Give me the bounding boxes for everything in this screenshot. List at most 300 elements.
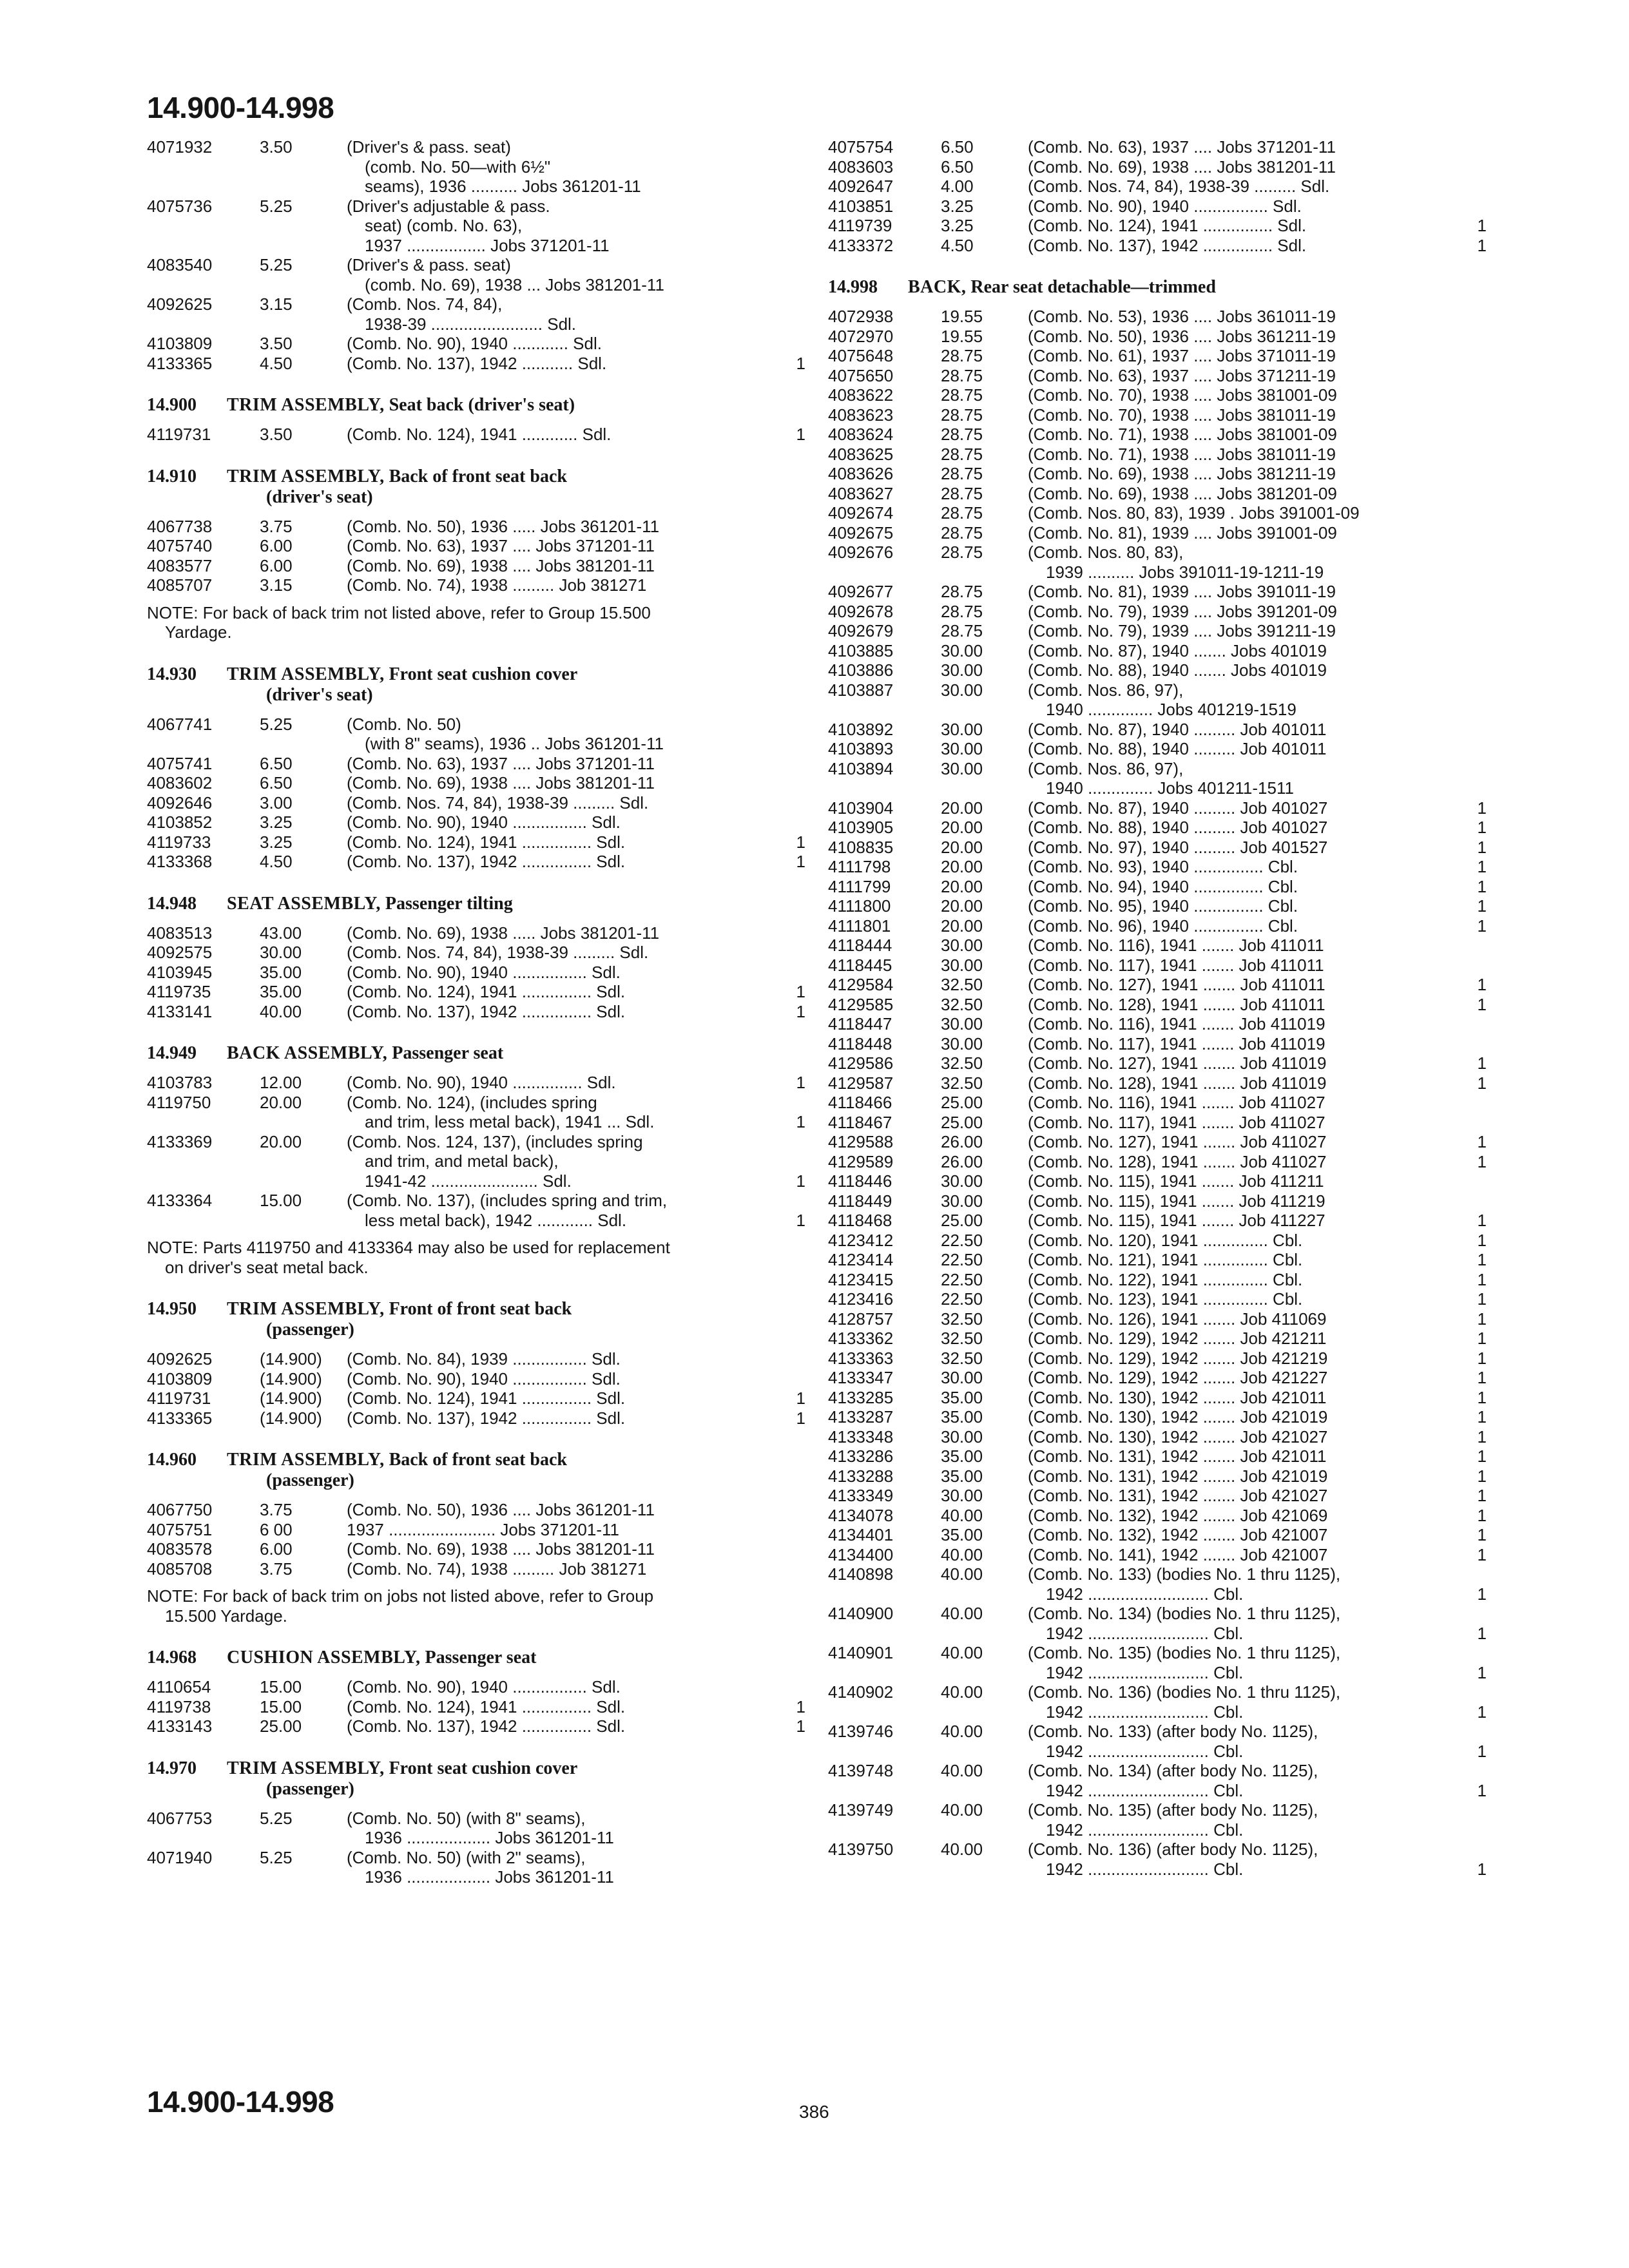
part-price: 3.75 bbox=[260, 1500, 293, 1519]
part-price: 5.25 bbox=[260, 1808, 293, 1828]
part-price: 35.00 bbox=[941, 1407, 983, 1427]
part-price: 35.00 bbox=[941, 1387, 983, 1407]
quantity: 1 bbox=[796, 1716, 805, 1736]
part-entry bbox=[147, 812, 805, 832]
quantity: 1 bbox=[1477, 1250, 1487, 1269]
part-description: (Comb. No. 90), 1940 ................ Sdl. bbox=[347, 1677, 621, 1696]
part-number: 4129586 bbox=[828, 1053, 894, 1073]
part-number: 4103893 bbox=[828, 739, 894, 758]
part-number: 4103852 bbox=[147, 812, 213, 832]
continuation-text: (comb. No. 69), 1938 ... Jobs 381201-11 bbox=[365, 274, 664, 294]
part-entry bbox=[828, 1152, 1487, 1172]
part-entry bbox=[147, 1093, 805, 1113]
part-price: 20.00 bbox=[260, 1131, 302, 1151]
quantity: 1 bbox=[1477, 1289, 1487, 1309]
part-price: 6.50 bbox=[941, 157, 974, 177]
part-number: 4133363 bbox=[828, 1348, 894, 1368]
part-price: 28.75 bbox=[941, 385, 983, 405]
part-price: 32.50 bbox=[941, 975, 983, 994]
section-qualifier: (passenger) bbox=[266, 1470, 354, 1490]
quantity: 1 bbox=[1477, 1446, 1487, 1466]
continuation-text: (comb. No. 50—with 6½" bbox=[365, 157, 551, 177]
part-description: (Comb. No. 69), 1938 .... Jobs 381201-11 bbox=[1028, 157, 1336, 177]
continuation-text: 1942 .......................... Cbl. bbox=[1046, 1623, 1244, 1643]
part-number: 4111799 bbox=[828, 876, 891, 896]
part-number: 4075740 bbox=[147, 536, 213, 555]
quantity: 1 bbox=[796, 982, 805, 1001]
part-number: 4134400 bbox=[828, 1544, 894, 1564]
part-price: 40.00 bbox=[941, 1544, 983, 1564]
part-entry bbox=[147, 1132, 805, 1152]
part-number: 4123416 bbox=[828, 1289, 894, 1309]
quantity: 1 bbox=[1477, 1368, 1487, 1387]
part-description: (Comb. No. 50) bbox=[347, 714, 461, 734]
part-description: (Comb. No. 90), 1940 ............ Sdl. bbox=[347, 334, 602, 353]
part-entry bbox=[828, 543, 1487, 562]
part-entry bbox=[828, 956, 1487, 975]
part-description: (Comb. No. 69), 1938 .... Jobs 381211-19 bbox=[1028, 464, 1336, 483]
part-number: 4103894 bbox=[828, 758, 894, 778]
part-entry bbox=[828, 1466, 1487, 1486]
part-price: 32.50 bbox=[941, 1053, 983, 1073]
part-number: 4118445 bbox=[828, 955, 892, 975]
part-entry bbox=[828, 197, 1487, 216]
part-entry bbox=[828, 1643, 1487, 1663]
part-entry bbox=[828, 445, 1487, 465]
continuation-text: 1942 .......................... Cbl. bbox=[1046, 1859, 1244, 1879]
part-number: 4129589 bbox=[828, 1151, 894, 1171]
part-number: 4103783 bbox=[147, 1073, 213, 1092]
part-number: 4119738 bbox=[147, 1696, 211, 1716]
section-number: 14.968 bbox=[147, 1648, 197, 1667]
part-price: 32.50 bbox=[941, 1348, 983, 1368]
part-number: 4139750 bbox=[828, 1840, 894, 1859]
part-number: 4083627 bbox=[828, 483, 894, 503]
part-description: (Comb. No. 124), (includes spring bbox=[347, 1092, 597, 1112]
part-number: 4103904 bbox=[828, 798, 894, 818]
part-entry bbox=[828, 1289, 1487, 1309]
quantity: 1 bbox=[1477, 1269, 1487, 1289]
continuation-text: less metal back), 1942 ............ Sdl. bbox=[365, 1210, 627, 1230]
quantity: 1 bbox=[796, 832, 805, 852]
quantity: 1 bbox=[1477, 896, 1487, 916]
part-entry bbox=[828, 157, 1487, 177]
part-price: 3.50 bbox=[260, 334, 293, 353]
part-number: 4133368 bbox=[147, 852, 213, 871]
part-price: 20.00 bbox=[941, 896, 983, 916]
part-price: 30.00 bbox=[941, 640, 983, 660]
part-description: (Comb. No. 87), 1940 ......... Job 401011 bbox=[1028, 719, 1327, 739]
part-description: (Comb. No. 127), 1941 ....... Job 411027 bbox=[1028, 1132, 1327, 1151]
section-name: CUSHION ASSEMBLY, bbox=[227, 1648, 421, 1667]
part-entry bbox=[828, 1191, 1487, 1211]
part-entry bbox=[147, 1369, 805, 1389]
note-line: NOTE: For back of back trim on jobs not listed above, refer to Group bbox=[147, 1586, 654, 1606]
part-entry bbox=[828, 1446, 1487, 1466]
part-description: (Comb. No. 129), 1942 ....... Job 421211 bbox=[1028, 1329, 1327, 1348]
section-heading bbox=[147, 1450, 805, 1491]
part-number: 4072938 bbox=[828, 307, 894, 326]
part-number: 4092678 bbox=[828, 601, 894, 621]
part-price: 28.75 bbox=[941, 582, 983, 601]
part-price: 3.50 bbox=[260, 425, 293, 444]
part-description: (Comb. No. 132), 1942 ....... Job 421007 bbox=[1028, 1525, 1328, 1544]
part-entry bbox=[828, 1525, 1487, 1545]
part-description: (Comb. No. 50), 1936 .... Jobs 361201-11 bbox=[347, 1500, 655, 1519]
part-price: 3.15 bbox=[260, 575, 293, 595]
part-price: 22.50 bbox=[941, 1230, 983, 1250]
quantity: 1 bbox=[1477, 235, 1487, 255]
part-number: 4075754 bbox=[828, 137, 894, 157]
section-heading bbox=[147, 1043, 805, 1064]
part-number: 4092575 bbox=[147, 943, 213, 962]
part-number: 4133286 bbox=[828, 1446, 894, 1466]
description-continuation bbox=[828, 1584, 1487, 1604]
part-entry bbox=[828, 1034, 1487, 1054]
part-price: 28.75 bbox=[941, 601, 983, 621]
quantity: 1 bbox=[796, 852, 805, 871]
part-price: 40.00 bbox=[941, 1505, 983, 1525]
part-number: 4092647 bbox=[828, 177, 894, 196]
part-description: (Comb. No. 81), 1939 .... Jobs 391001-09 bbox=[1028, 523, 1337, 543]
section-heading bbox=[147, 1648, 805, 1668]
part-entry bbox=[147, 425, 805, 445]
part-price: 35.00 bbox=[941, 1446, 983, 1466]
section-number: 14.900 bbox=[147, 395, 197, 415]
part-number: 4133362 bbox=[828, 1329, 894, 1348]
part-description: (Comb. No. 134) (after body No. 1125), bbox=[1028, 1761, 1318, 1780]
description-continuation bbox=[828, 1781, 1487, 1801]
part-entry bbox=[147, 1539, 805, 1559]
part-description: (Comb. No. 133) (after body No. 1125), bbox=[1028, 1722, 1318, 1741]
section-number: 14.998 bbox=[828, 277, 878, 297]
part-description: (Comb. No. 124), 1941 ............... Sdl. bbox=[347, 1696, 626, 1716]
part-price: 4.50 bbox=[260, 353, 293, 373]
part-description: (Comb. No. 69), 1938 .... Jobs 381201-09 bbox=[1028, 483, 1337, 503]
part-price: 30.00 bbox=[941, 1368, 983, 1387]
quantity: 1 bbox=[1477, 1505, 1487, 1525]
part-number: 4133364 bbox=[147, 1191, 213, 1210]
description-continuation bbox=[147, 177, 805, 197]
quantity: 1 bbox=[1477, 1387, 1487, 1407]
part-description: (Comb. No. 88), 1940 ......... Job 401011 bbox=[1028, 739, 1327, 758]
part-description: (Driver's adjustable & pass. bbox=[347, 196, 550, 216]
part-description: (Comb. No. 122), 1941 .............. Cbl. bbox=[1028, 1269, 1303, 1289]
part-number: 4083578 bbox=[147, 1539, 213, 1559]
part-entry bbox=[828, 1113, 1487, 1133]
part-price: 30.00 bbox=[941, 758, 983, 778]
part-number: 4067741 bbox=[147, 714, 213, 734]
section-name: BACK, bbox=[908, 277, 967, 297]
part-description: (Comb. Nos. 124, 137), (includes spring bbox=[347, 1131, 643, 1151]
part-price: 30.00 bbox=[941, 1191, 983, 1211]
part-number: 4108835 bbox=[828, 837, 894, 857]
part-number: 4067753 bbox=[147, 1808, 213, 1828]
quantity: 1 bbox=[1477, 916, 1487, 936]
part-entry bbox=[828, 621, 1487, 641]
part-description: (Comb. No. 137), (includes spring and trim, bbox=[347, 1191, 668, 1210]
part-description: (Comb. No. 130), 1942 ....... Job 421019 bbox=[1028, 1407, 1328, 1427]
part-description: (Comb. No. 137), 1942 ............... Sdl. bbox=[347, 1408, 626, 1428]
part-price: 30.00 bbox=[941, 955, 983, 975]
quantity: 1 bbox=[1477, 994, 1487, 1014]
quantity: 1 bbox=[1477, 1329, 1487, 1348]
part-description: (Comb. No. 116), 1941 ....... Job 411027 bbox=[1028, 1093, 1325, 1112]
note-line: 15.500 Yardage. bbox=[165, 1606, 287, 1626]
part-entry bbox=[147, 1500, 805, 1520]
section-number: 14.960 bbox=[147, 1450, 197, 1470]
quantity: 1 bbox=[1477, 1466, 1487, 1486]
part-number: 4140902 bbox=[828, 1682, 894, 1702]
part-entry bbox=[828, 582, 1487, 602]
description-continuation bbox=[147, 314, 805, 334]
part-price: 28.75 bbox=[941, 444, 983, 464]
part-price: 5.25 bbox=[260, 1847, 293, 1867]
part-entry bbox=[147, 197, 805, 216]
description-continuation bbox=[828, 1860, 1487, 1879]
continuation-text: 1936 .................. Jobs 361201-11 bbox=[365, 1867, 614, 1887]
part-number: 4140901 bbox=[828, 1643, 894, 1662]
part-price: 28.75 bbox=[941, 346, 983, 365]
part-description: (Comb. No. 126), 1941 ....... Job 411069 bbox=[1028, 1309, 1327, 1329]
continuation-text: 1941-42 ....................... Sdl. bbox=[365, 1171, 572, 1191]
part-description: (Comb. No. 50) (with 8" seams), bbox=[347, 1808, 586, 1828]
part-description: (Comb. No. 124), 1941 ............ Sdl. bbox=[347, 425, 612, 444]
part-description: (Comb. No. 87), 1940 ....... Jobs 401019 bbox=[1028, 640, 1327, 660]
description-continuation bbox=[828, 1624, 1487, 1644]
part-description: (Comb. No. 79), 1939 .... Jobs 391211-19 bbox=[1028, 621, 1336, 640]
section-qualifier: (passenger) bbox=[266, 1778, 354, 1799]
part-entry bbox=[828, 1427, 1487, 1447]
part-price: 6.00 bbox=[260, 555, 293, 575]
part-description: (Comb. No. 124), 1941 ............... Sdl. bbox=[1028, 216, 1307, 235]
part-description: (Comb. No. 117), 1941 ....... Job 411019 bbox=[1028, 1033, 1325, 1053]
part-description: (Comb. Nos. 80, 83), bbox=[1028, 543, 1184, 562]
part-entry bbox=[828, 1368, 1487, 1388]
part-entry bbox=[828, 307, 1487, 327]
part-description: (Comb. No. 69), 1938 .... Jobs 381201-11 bbox=[347, 773, 655, 793]
part-description: (Comb. No. 134) (bodies No. 1 thru 1125), bbox=[1028, 1604, 1341, 1623]
part-price: 28.75 bbox=[941, 483, 983, 503]
part-number: 4119735 bbox=[147, 982, 211, 1001]
section-heading bbox=[147, 395, 805, 416]
part-description: (Comb. No. 74), 1938 ......... Job 381271 bbox=[347, 575, 647, 595]
quantity: 1 bbox=[796, 425, 805, 444]
note-line: Yardage. bbox=[165, 622, 232, 642]
part-number: 4139748 bbox=[828, 1761, 894, 1780]
section-subtitle: Passenger seat bbox=[420, 1648, 537, 1667]
part-price: 4.00 bbox=[941, 177, 974, 196]
quantity: 1 bbox=[1477, 798, 1487, 818]
part-number: 4083625 bbox=[828, 444, 894, 464]
part-description: (Comb. No. 133) (bodies No. 1 thru 1125), bbox=[1028, 1564, 1341, 1584]
continuation-text: 1937 ................. Jobs 371201-11 bbox=[365, 235, 610, 255]
part-price: 3.00 bbox=[260, 793, 293, 812]
part-number: 4072970 bbox=[828, 326, 894, 346]
part-entry bbox=[828, 503, 1487, 523]
left-column bbox=[147, 137, 805, 1887]
part-price: 3.15 bbox=[260, 294, 293, 314]
part-price: 5.25 bbox=[260, 714, 293, 734]
part-number: 4103851 bbox=[828, 196, 894, 216]
part-entry bbox=[828, 1800, 1487, 1820]
part-price: (14.900) bbox=[260, 1389, 322, 1408]
part-number: 4092676 bbox=[828, 543, 894, 562]
part-entry bbox=[828, 523, 1487, 543]
part-price: 35.00 bbox=[260, 982, 302, 1001]
part-entry bbox=[828, 1545, 1487, 1565]
part-price: 3.25 bbox=[260, 812, 293, 832]
part-number: 4092675 bbox=[828, 523, 894, 543]
part-description: (Comb. No. 117), 1941 ....... Job 411011 bbox=[1028, 955, 1324, 975]
continuation-text: 1940 .............. Jobs 401219-1519 bbox=[1046, 700, 1296, 719]
part-entry bbox=[828, 1171, 1487, 1191]
part-description: (Comb. No. 127), 1941 ....... Job 411011 bbox=[1028, 975, 1325, 994]
part-description: (Comb. No. 63), 1937 .... Jobs 371201-11 bbox=[347, 753, 655, 773]
part-price: 28.75 bbox=[941, 523, 983, 543]
part-price: 28.75 bbox=[941, 503, 983, 523]
part-price: 35.00 bbox=[941, 1466, 983, 1486]
part-description: (Comb. No. 70), 1938 .... Jobs 381001-09 bbox=[1028, 385, 1337, 405]
part-entry bbox=[828, 720, 1487, 740]
continuation-text: seams), 1936 .......... Jobs 361201-11 bbox=[365, 177, 641, 196]
continuation-text: and trim, less metal back), 1941 ... Sdl. bbox=[365, 1112, 655, 1131]
part-description: (Comb. No. 137), 1942 ............... Sdl. bbox=[347, 1001, 626, 1021]
description-continuation bbox=[828, 562, 1487, 582]
section-name: TRIM ASSEMBLY, bbox=[227, 1450, 385, 1470]
quantity: 1 bbox=[1477, 1544, 1487, 1564]
part-price: 25.00 bbox=[260, 1716, 302, 1736]
part-number: 4103886 bbox=[828, 660, 894, 680]
part-number: 4133285 bbox=[828, 1387, 894, 1407]
part-entry bbox=[828, 1407, 1487, 1427]
quantity: 1 bbox=[1477, 1623, 1487, 1643]
part-number: 4092677 bbox=[828, 582, 894, 601]
note-line: NOTE: For back of back trim not listed above, refer to Group 15.500 bbox=[147, 602, 651, 622]
part-description: (Comb. No. 93), 1940 ............... Cbl. bbox=[1028, 857, 1298, 876]
section-subtitle: Front seat cushion cover bbox=[384, 1758, 578, 1778]
part-price: 5.25 bbox=[260, 196, 293, 216]
quantity: 1 bbox=[796, 353, 805, 373]
part-price: 20.00 bbox=[941, 876, 983, 896]
section-subtitle: Seat back (driver's seat) bbox=[384, 395, 575, 415]
part-number: 4119731 bbox=[147, 1389, 211, 1408]
part-number: 4129584 bbox=[828, 975, 894, 994]
description-continuation bbox=[147, 1112, 805, 1132]
part-entry bbox=[828, 1093, 1487, 1113]
description-continuation bbox=[828, 1663, 1487, 1683]
part-entry bbox=[147, 1809, 805, 1829]
part-number: 4133287 bbox=[828, 1407, 894, 1427]
part-number: 4118468 bbox=[828, 1211, 892, 1230]
description-continuation bbox=[828, 1742, 1487, 1762]
part-number: 4083603 bbox=[828, 157, 894, 177]
part-number: 4140900 bbox=[828, 1604, 894, 1623]
part-number: 4110654 bbox=[147, 1677, 211, 1696]
part-price: 19.55 bbox=[941, 326, 983, 346]
section-subtitle: Back of front seat back bbox=[384, 466, 567, 486]
section-heading bbox=[147, 664, 805, 706]
continuation-text: 1942 .......................... Cbl. bbox=[1046, 1780, 1244, 1800]
part-entry bbox=[828, 877, 1487, 897]
quantity: 1 bbox=[796, 1696, 805, 1716]
quantity: 1 bbox=[1477, 1662, 1487, 1682]
part-price: 6.50 bbox=[260, 773, 293, 793]
part-price: 30.00 bbox=[941, 1486, 983, 1505]
part-description: (Comb. No. 137), 1942 ............... Sdl. bbox=[347, 852, 626, 871]
part-description: (Comb. No. 136) (after body No. 1125), bbox=[1028, 1840, 1318, 1859]
part-number: 4111798 bbox=[828, 857, 891, 876]
part-entry bbox=[828, 1506, 1487, 1526]
part-entry bbox=[147, 1408, 805, 1428]
part-price: 35.00 bbox=[260, 962, 302, 982]
section-heading bbox=[147, 1758, 805, 1800]
section-heading bbox=[147, 466, 805, 508]
section-name: TRIM ASSEMBLY, bbox=[227, 664, 385, 684]
part-number: 4083513 bbox=[147, 923, 213, 943]
part-entry bbox=[828, 366, 1487, 386]
part-number: 4103887 bbox=[828, 680, 894, 700]
part-number: 4123415 bbox=[828, 1269, 894, 1289]
part-description: (Comb. No. 135) (after body No. 1125), bbox=[1028, 1800, 1318, 1820]
section-heading bbox=[147, 894, 805, 914]
part-entry bbox=[828, 1073, 1487, 1093]
section-name: TRIM ASSEMBLY, bbox=[227, 466, 385, 486]
part-number: 4092679 bbox=[828, 621, 894, 640]
part-entry bbox=[828, 425, 1487, 445]
part-entry bbox=[828, 680, 1487, 700]
part-number: 4092625 bbox=[147, 1349, 213, 1369]
description-continuation bbox=[147, 157, 805, 177]
part-price: 20.00 bbox=[941, 857, 983, 876]
section-subtitle: Rear seat detachable—trimmed bbox=[966, 277, 1216, 297]
part-price: 15.00 bbox=[260, 1677, 302, 1696]
part-number: 4128757 bbox=[828, 1309, 894, 1329]
part-entry bbox=[147, 255, 805, 275]
description-continuation bbox=[147, 1867, 805, 1887]
part-description: (Comb. No. 90), 1940 ................ Sdl. bbox=[347, 962, 621, 982]
continuation-text: (with 8" seams), 1936 .. Jobs 361201-11 bbox=[365, 734, 664, 753]
continuation-text: 1940 .............. Jobs 401211-1511 bbox=[1046, 778, 1294, 798]
part-description: (Comb. No. 129), 1942 ....... Job 421219 bbox=[1028, 1348, 1328, 1368]
quantity: 1 bbox=[1477, 975, 1487, 994]
part-entry bbox=[828, 857, 1487, 877]
part-entry bbox=[828, 1349, 1487, 1369]
part-entry bbox=[828, 1132, 1487, 1152]
description-continuation bbox=[828, 778, 1487, 798]
part-entry bbox=[147, 1559, 805, 1579]
quantity: 1 bbox=[1477, 1053, 1487, 1073]
part-price: 15.00 bbox=[260, 1191, 302, 1210]
part-number: 4083540 bbox=[147, 255, 213, 274]
part-number: 4083626 bbox=[828, 464, 894, 483]
part-entry bbox=[828, 177, 1487, 197]
part-entry bbox=[828, 1388, 1487, 1408]
part-price: 20.00 bbox=[941, 798, 983, 818]
part-price: 6.00 bbox=[260, 536, 293, 555]
part-price: (14.900) bbox=[260, 1369, 322, 1389]
part-description: (Comb. No. 71), 1938 .... Jobs 381011-19 bbox=[1028, 444, 1336, 464]
quantity: 1 bbox=[1477, 1741, 1487, 1761]
part-number: 4103945 bbox=[147, 962, 213, 982]
part-entry bbox=[828, 1250, 1487, 1270]
part-number: 4119750 bbox=[147, 1092, 211, 1112]
part-price: 40.00 bbox=[941, 1800, 983, 1820]
part-number: 4111801 bbox=[828, 916, 891, 936]
part-entry bbox=[828, 739, 1487, 759]
part-price: 40.00 bbox=[941, 1761, 983, 1780]
part-description: (Comb. No. 88), 1940 ......... Job 401027 bbox=[1028, 818, 1328, 837]
